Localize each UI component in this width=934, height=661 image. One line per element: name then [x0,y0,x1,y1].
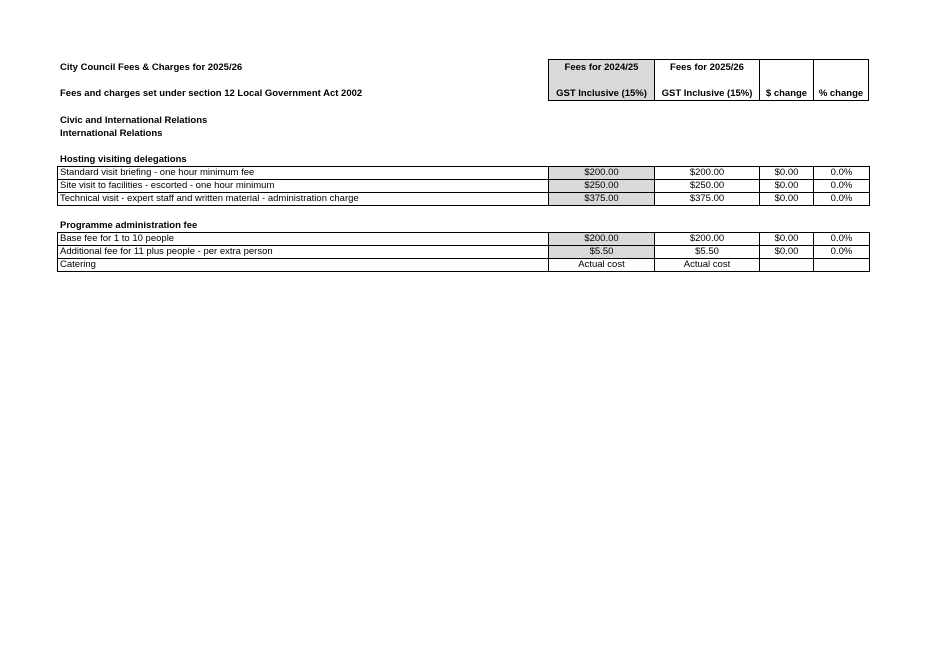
fee-2025-26: $250.00 [655,180,760,193]
fees-table-programme-admin [57,232,870,272]
fee-2024-25: $200.00 [549,167,655,180]
document-title: City Council Fees & Charges for 2025/26 [60,62,243,73]
percent-change: 0.0% [814,193,870,206]
dollar-change [760,259,814,272]
table-row [58,167,870,180]
percent-change [814,259,870,272]
fee-description: Site visit to facilities - escorted - one hour minimum [58,180,549,193]
header-prev-line2: GST Inclusive (15%) [556,88,647,99]
fee-2025-26: $375.00 [655,193,760,206]
fee-description: Base fee for 1 to 10 people [58,233,549,246]
fee-2025-26: $5.50 [655,246,760,259]
header-prev-line1: Fees for 2024/25 [564,62,639,73]
section-heading: Programme administration fee [60,220,198,231]
dollar-change: $0.00 [760,167,814,180]
fee-2024-25: $250.00 [549,180,655,193]
table-row [58,259,870,272]
fee-2025-26: Actual cost [655,259,760,272]
percent-change: 0.0% [814,180,870,193]
fee-description: Standard visit briefing - one hour minimum fee [58,167,549,180]
header-dollar-change-label: $ change [765,88,808,99]
fee-2024-25: $5.50 [549,246,655,259]
dollar-change: $0.00 [760,246,814,259]
fee-description: Catering [58,259,549,272]
table-row [58,246,870,259]
fee-description: Additional fee for 11 plus people - per extra person [58,246,549,259]
fees-table-hosting [57,166,870,206]
table-row [58,233,870,246]
table-row [58,180,870,193]
section-heading: Hosting visiting delegations [60,154,187,165]
document-subtitle: Fees and charges set under section 12 Local Government Act 2002 [60,88,363,99]
dollar-change: $0.00 [760,233,814,246]
percent-change: 0.0% [814,246,870,259]
department-heading: Civic and International Relations [60,115,208,126]
fee-2024-25: $200.00 [549,233,655,246]
header-percent-change-label: % change [818,88,864,99]
fee-2025-26: $200.00 [655,167,760,180]
dollar-change: $0.00 [760,180,814,193]
fee-description: Technical visit - expert staff and written material - administration charge [58,193,549,206]
header-curr-line1: Fees for 2025/26 [670,62,744,73]
header-curr-line2: GST Inclusive (15%) [661,88,753,99]
fee-2024-25: Actual cost [549,259,655,272]
division-heading: International Relations [60,128,163,139]
percent-change: 0.0% [814,233,870,246]
dollar-change: $0.00 [760,193,814,206]
percent-change: 0.0% [814,167,870,180]
fee-2024-25: $375.00 [549,193,655,206]
table-row [58,193,870,206]
fee-2025-26: $200.00 [655,233,760,246]
